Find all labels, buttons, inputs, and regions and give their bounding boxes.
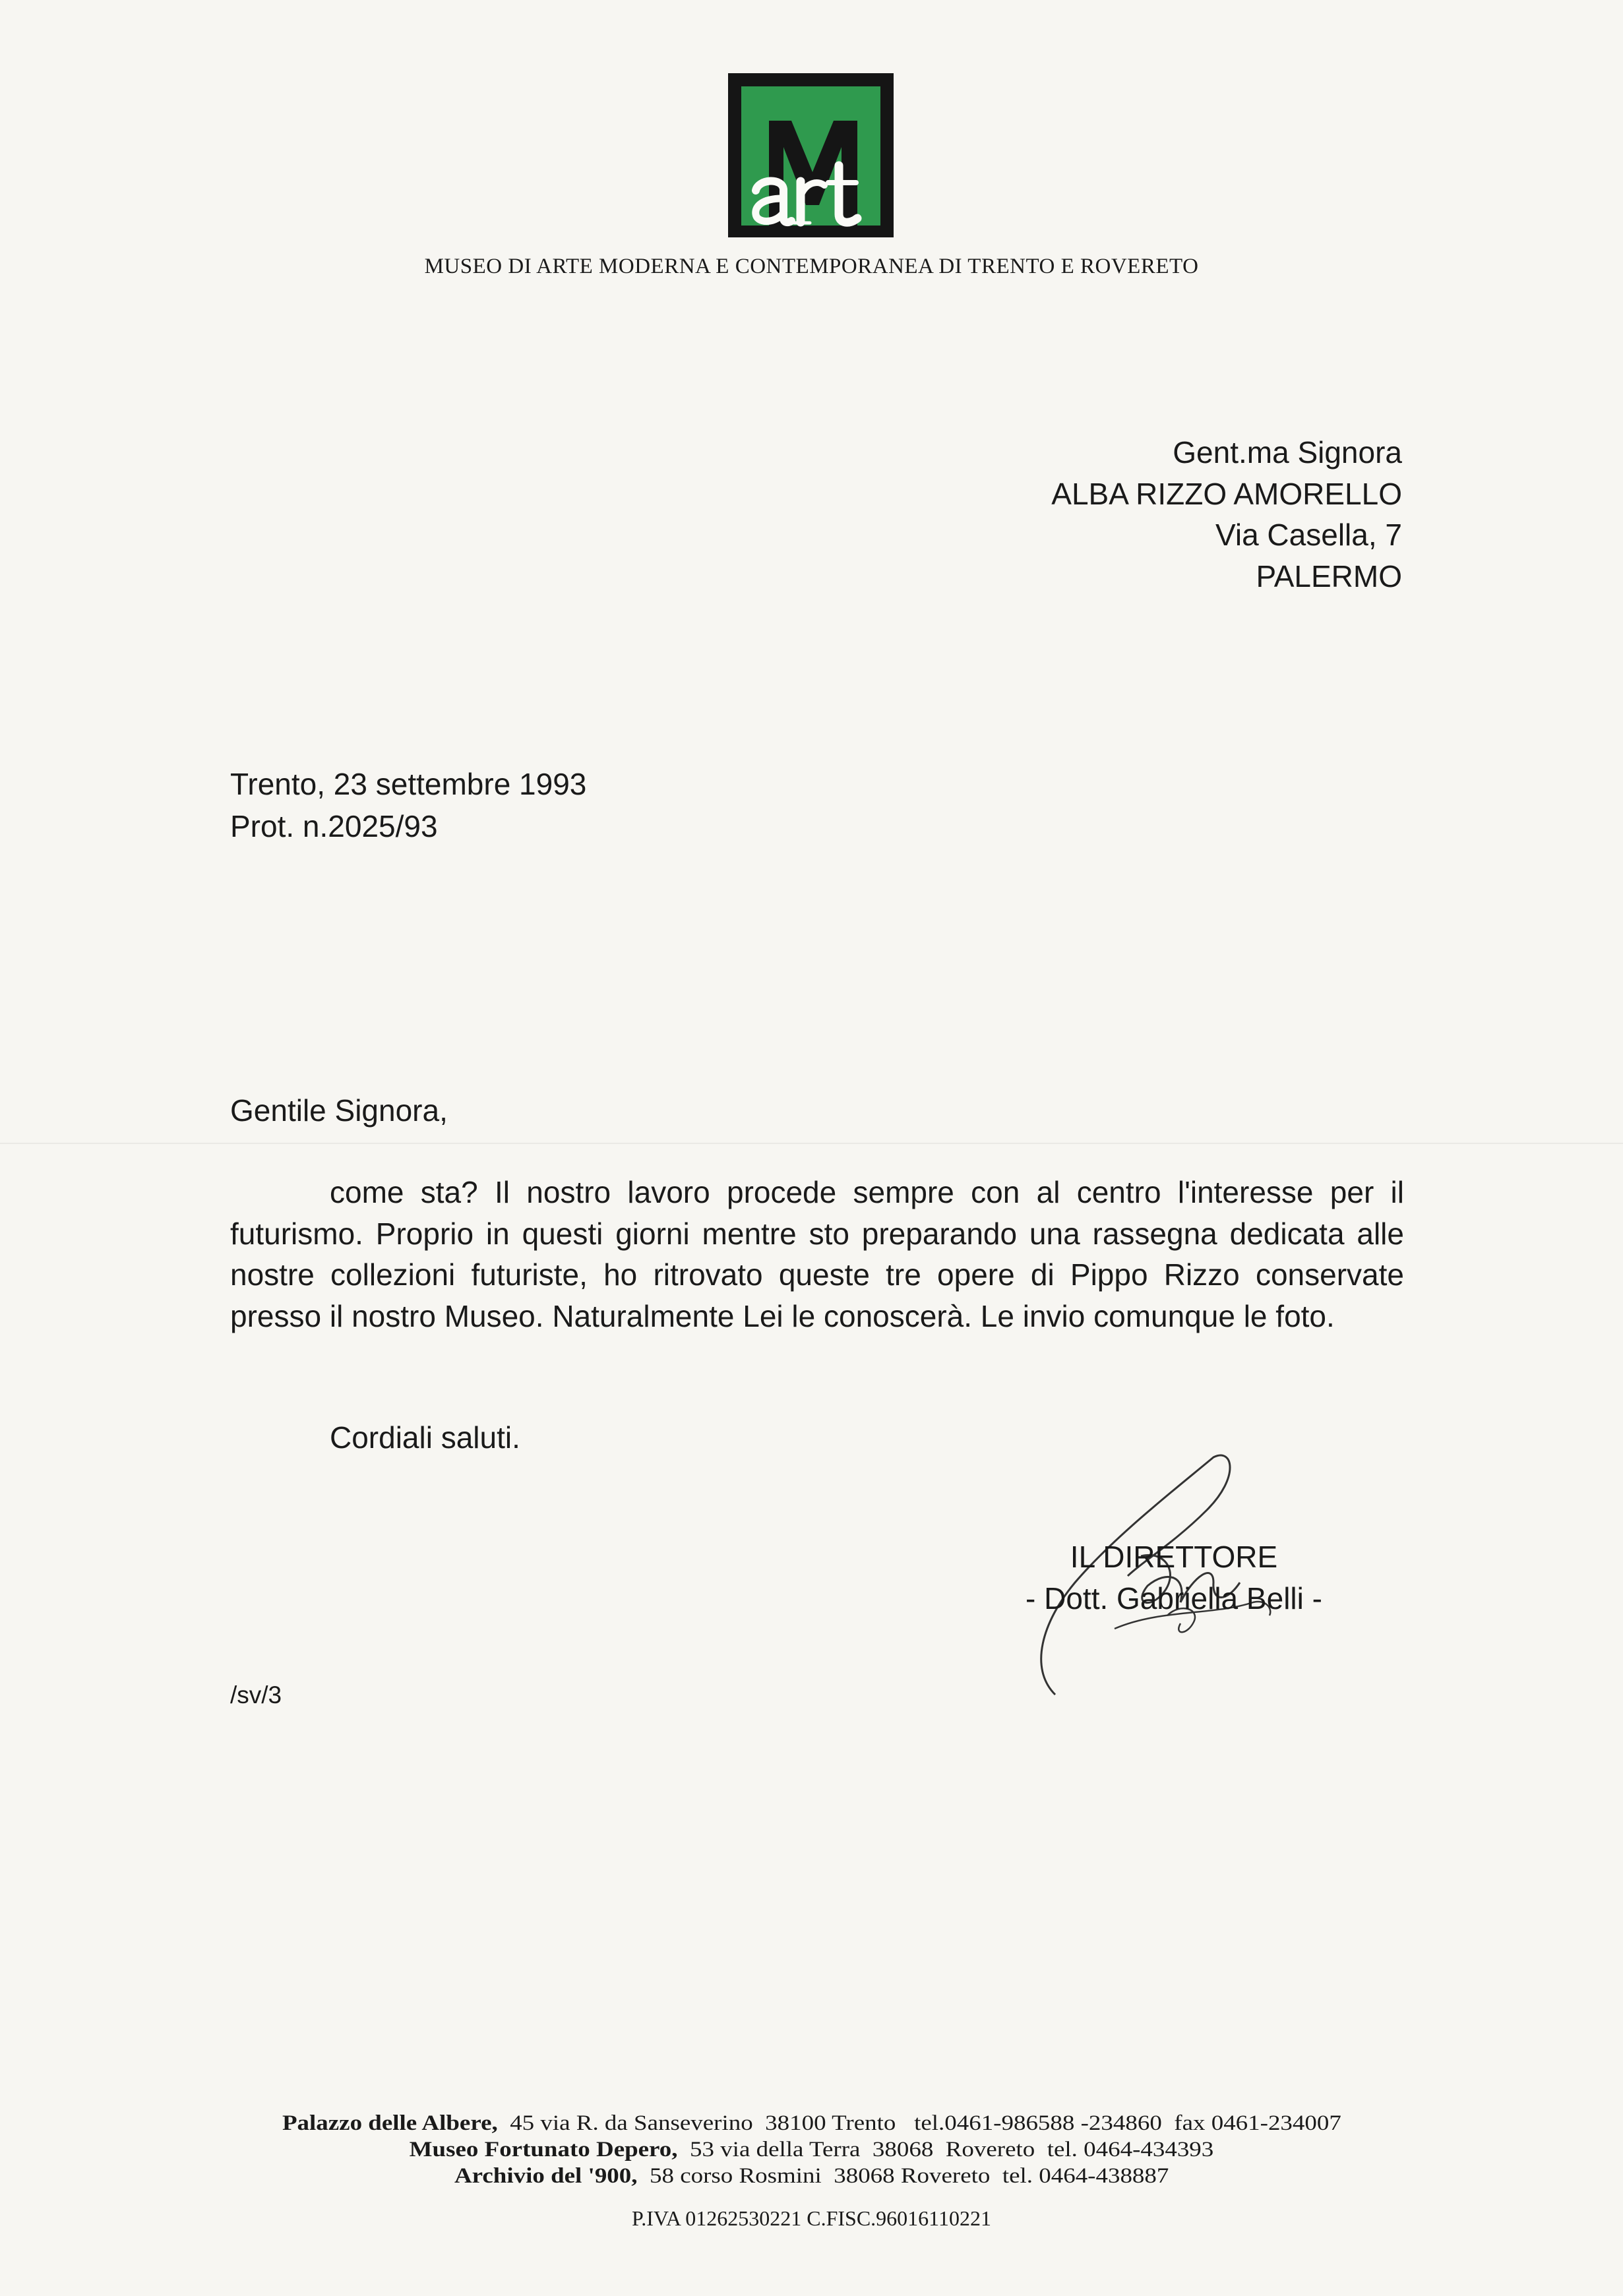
signatory-name: - Dott. Gabriella Belli - — [1026, 1581, 1322, 1616]
footer-venue-name: Archivio del '900, — [454, 2164, 638, 2188]
place-date: Trento, 23 settembre 1993 — [230, 767, 587, 801]
recipient-city: PALERMO — [1256, 559, 1402, 593]
paper-fold-line — [0, 1143, 1623, 1144]
footer-line-palazzo — [282, 2110, 1341, 2136]
footer-addresses — [0, 2110, 1623, 2189]
signature-block — [989, 1536, 1359, 1619]
recipient-address — [1051, 432, 1402, 597]
footer-venue-details: 53 via della Terra 38068 Rovereto tel. 0464-434393 — [677, 2138, 1214, 2161]
closing: Cordiali saluti. — [330, 1420, 520, 1455]
letter-body: come sta? Il nostro lavoro procede sempre con al centro l'interesse per il futurismo. Proprio in questi giorni mentre sto preparando una rassegna dedicata alle nostre collezioni futuriste, ho ritrovato queste tre opere di Pippo Rizzo conservate presso il nostro Museo. Naturalmente Lei le conoscerà. Le invio comunque le foto. — [230, 1175, 1404, 1334]
footer-venue-name: Museo Fortunato Depero, — [409, 2138, 678, 2161]
footer-tax-ids: P.IVA 01262530221 C.FISC.96016110221 — [632, 2206, 991, 2230]
footer-venue-details: 58 corso Rosmini 38068 Rovereto tel. 0464-438887 — [637, 2164, 1169, 2188]
museum-name: MUSEO DI ARTE MODERNA E CONTEMPORANEA DI TRENTO E ROVERETO — [424, 255, 1199, 278]
footer-line-depero — [410, 2136, 1214, 2163]
recipient-name: ALBA RIZZO AMORELLO — [1051, 476, 1402, 511]
greeting: Gentile Signora, — [230, 1093, 448, 1128]
signatory-title: IL DIRETTORE — [1070, 1540, 1278, 1574]
protocol-number: Prot. n.2025/93 — [230, 809, 438, 843]
mart-logo — [728, 73, 894, 237]
letter-meta — [230, 763, 586, 847]
footer-line-archivio — [454, 2163, 1169, 2189]
reference-code: /sv/3 — [230, 1681, 282, 1708]
footer-venue-details: 45 via R. da Sanseverino 38100 Trento tel.0461-986588 -234860 fax 0461-234007 — [497, 2111, 1341, 2135]
footer-venue-name: Palazzo delle Albere, — [282, 2111, 498, 2135]
recipient-street: Via Casella, 7 — [1215, 518, 1402, 552]
recipient-salutation: Gent.ma Signora — [1173, 435, 1402, 469]
